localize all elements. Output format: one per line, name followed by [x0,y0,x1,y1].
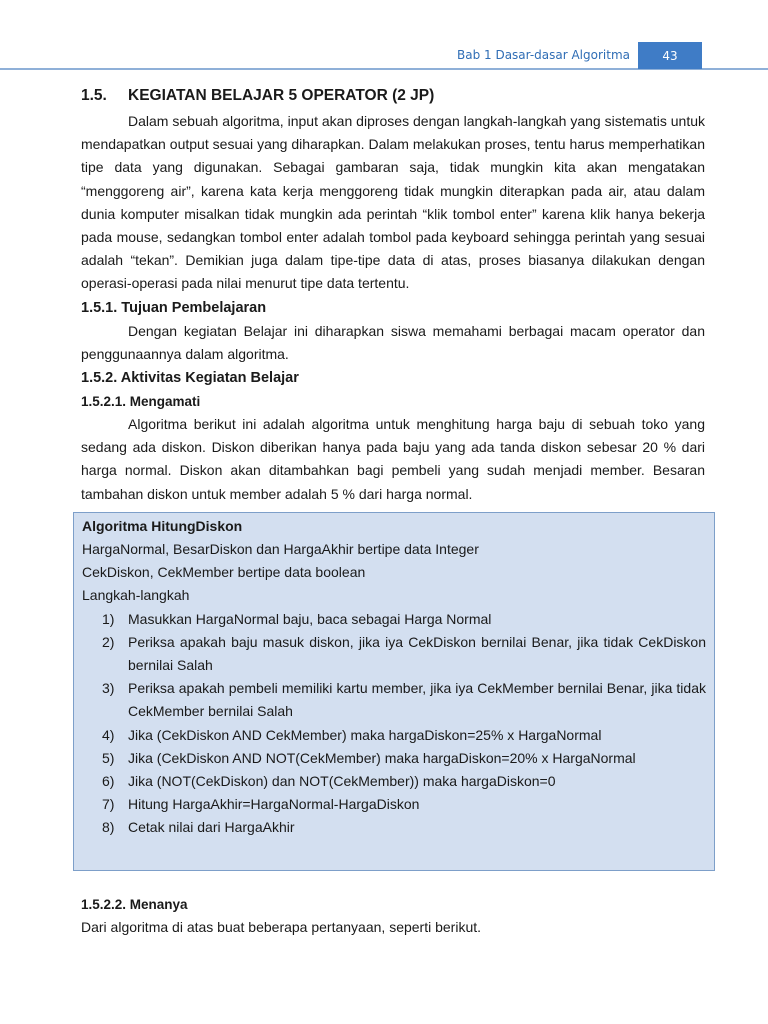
step-number: 7) [102,796,115,813]
step-text: Masukkan HargaNormal baju, baca sebagai Harga Normal [128,610,492,627]
tujuan-paragraph: Dengan kegiatan Belajar ini diharapkan siswa memahami berbagai macam operator dan penggunaannya dalam algoritma. [81,322,705,362]
algorithm-step [82,770,706,793]
algorithm-declaration-1: HargaNormal, BesarDiskon dan HargaAkhir bertipe data Integer [82,541,479,558]
step-text: Jika (CekDiskon AND CekMember) maka hargaDiskon=25% x HargaNormal [128,726,602,743]
algorithm-step [82,724,706,747]
step-number: 6) [102,773,115,790]
section-title: KEGIATAN BELAJAR 5 OPERATOR (2 JP) [128,87,435,104]
menanya-paragraph: Dari algoritma di atas buat beberapa pertanyaan, seperti berikut. [81,918,482,935]
section-heading [81,86,705,106]
chapter-title: Bab 1 Dasar-dasar Algoritma [456,48,630,62]
algorithm-title: Algoritma HitungDiskon [82,517,243,534]
step-number: 1) [102,610,115,627]
algorithm-steps [82,608,706,840]
step-number: 3) [102,680,115,697]
step-number: 2) [102,633,115,650]
tujuan-heading: 1.5.1. Tujuan Pembelajaran [81,299,267,316]
algorithm-step [82,816,706,839]
algorithm-step [82,793,706,816]
step-text: Periksa apakah baju masuk diskon, jika iya CekDiskon bernilai Benar, jika tidak CekDiskon bernilai Salah [128,633,706,674]
spacer [81,871,705,893]
step-text: Jika (CekDiskon AND NOT(CekMember) maka hargaDiskon=20% x HargaNormal [128,749,636,766]
page-content [81,86,705,939]
algorithm-step [82,608,706,631]
menanya-heading: 1.5.2.2. Menanya [81,896,188,912]
algorithm-step [82,677,706,723]
step-text: Jika (NOT(CekDiskon) dan NOT(CekMember)) maka hargaDiskon=0 [128,773,556,790]
page-number: 43 [638,42,702,69]
algorithm-box [73,512,715,871]
mengamati-paragraph: Algoritma berikut ini adalah algoritma untuk menghitung harga baju di sebuah toko yang sedang ada diskon. Diskon diberikan hanya pada baju yang ada tanda diskon sebesar 20 % dari harga normal. Diskon akan ditambahkan bagi pembeli yang sudah menjadi member. Besaran tambahan diskon untuk member adalah 5 % dari harga normal. [81,416,705,502]
step-text: Hitung HargaAkhir=HargaNormal-HargaDiskon [128,796,420,813]
algorithm-step [82,747,706,770]
step-number: 8) [102,819,115,836]
algorithm-step [82,631,706,677]
mengamati-heading: 1.5.2.1. Mengamati [81,394,201,410]
step-text: Periksa apakah pembeli memiliki kartu member, jika iya CekMember bernilai Benar, jika tidak CekMember bernilai Salah [128,680,706,720]
step-number: 4) [102,726,115,743]
section-number: 1.5. [81,87,107,104]
algorithm-steps-label: Langkah-langkah [82,587,190,604]
step-text: Cetak nilai dari HargaAkhir [128,819,295,836]
aktivitas-heading: 1.5.2. Aktivitas Kegiatan Belajar [81,370,299,387]
intro-paragraph: Dalam sebuah algoritma, input akan diproses dengan langkah-langkah yang sistematis untuk mendapatkan output sesuai yang diharapkan. Dalam melakukan proses, tentu harus memperhatikan tipe data yang digunakan. Sebagai gambaran saja, tidak mungkin kita akan mengatakan “menggoreng air”, karena kata kerja menggoreng tidak mungkin diterapkan pada air, atau dalam dunia komputer misalkan tidak mungkin ada perintah “klik tombol enter” karena klik hanya bekerja pada mouse, sedangkan tombol enter adalah tombol pada keyboard sehingga perintah yang sesuai adalah “tekan”. Demikian juga dalam tipe-tipe data di atas, proses biasanya dilakukan dengan operasi-operasi pada nilai menurut tipe data tertentu. [81,113,705,292]
step-number: 5) [102,749,115,766]
algorithm-declaration-2: CekDiskon, CekMember bertipe data boolean [82,564,366,581]
